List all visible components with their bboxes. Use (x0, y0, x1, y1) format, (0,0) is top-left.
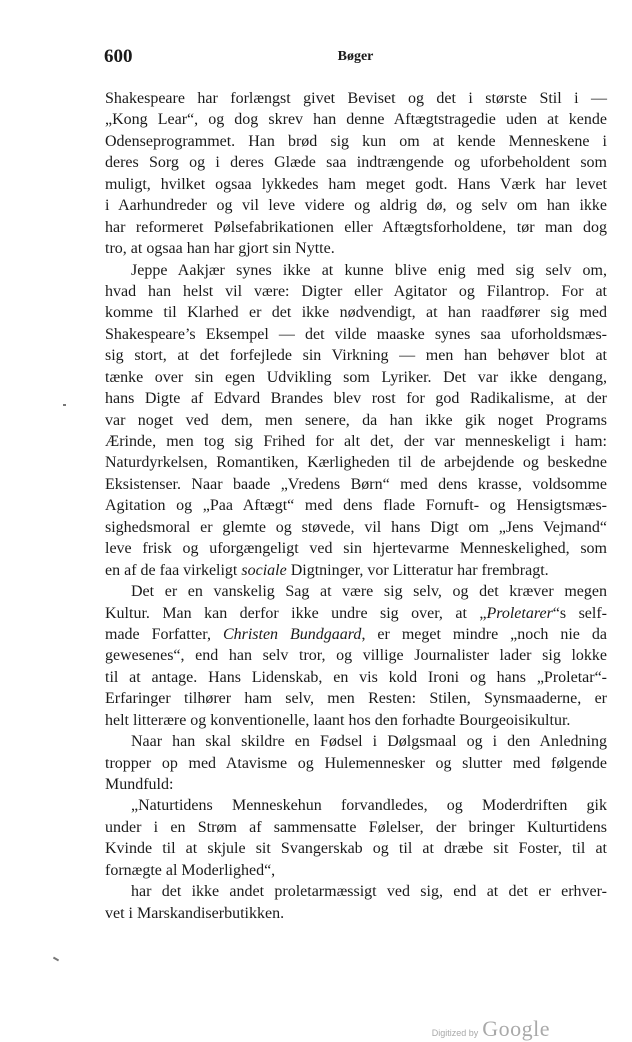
text-segment: Kvinde til at skjule sit Svangerskab og til at dræbe sit Foster, til at (105, 840, 607, 858)
text-line (105, 324, 607, 345)
text-line (105, 495, 607, 516)
text-line (105, 109, 607, 130)
text-segment: “s self- (552, 604, 607, 622)
text-line (105, 517, 607, 538)
text-line (105, 367, 607, 388)
text-segment: deres Sorg og i deres Glæde saa indtrængende og uforbeholdent som (105, 154, 607, 172)
text-segment: Shakespeare’s Eksempel — det vilde maaske synes saa uforholdsmæs- (105, 325, 607, 343)
text-line (105, 603, 607, 624)
text-segment: var noget ved dem, men senere, da han ikke gik noget Programs (105, 411, 607, 429)
digitized-by-label: Digitized by (431, 1028, 479, 1038)
text-segment: sighedsmoral er glemte og støvede, vil hans Digt om „Jens Vejmand“ (105, 518, 607, 536)
google-logo: Google (482, 1016, 550, 1041)
text-segment: til at antage. Hans Lidenskab, en vis kold Ironi og hans „Proletar“- (105, 668, 607, 686)
text-line (105, 152, 607, 173)
text-segment: fornægte al Moderlighed“, (105, 861, 276, 879)
text-line (105, 881, 607, 902)
text-line (105, 538, 607, 559)
text-line (105, 174, 607, 195)
text-segment: Eksistenser. Naar baade „Vredens Børn“ med dens krasse, voldsomme (105, 475, 607, 493)
text-segment: leve frisk og uforgængeligt ved sin hjertevarme Menneskelighed, som (105, 540, 607, 558)
text-segment: tænke over sin egen Udvikling som Lyriker. Det var ikke dengang, (105, 368, 607, 386)
page-number: 600 (104, 46, 133, 67)
text-segment: Digtninger, vor Litteratur har frembragt. (286, 561, 549, 579)
text-line (105, 903, 607, 924)
text-segment: made Forfatter, (105, 625, 223, 643)
text-line (105, 281, 607, 302)
text-segment: Det er en vanskelig Sag at være sig selv, og det kræver megen (131, 583, 607, 601)
text-segment: gewesenes“, end han selv tror, og villige Journalister lader sig lokke (105, 647, 607, 665)
text-line (105, 388, 607, 409)
text-line (105, 131, 607, 152)
italic-text: Proletarer (486, 604, 553, 622)
text-segment: hans Digte af Edvard Brandes blev rost for god Radikalisme, at der (105, 390, 607, 408)
italic-text: Christen Bundgaard (222, 625, 362, 643)
text-segment: hvad han helst vil være: Digter eller Agitator og Filantrop. For at (105, 282, 607, 300)
text-line (105, 260, 607, 281)
text-segment: tropper op med Atavisme og Hulemennesker og slutter med følgende (105, 754, 607, 772)
running-head: Bøger (337, 49, 374, 64)
text-segment: Jeppe Aakjær synes ikke at kunne blive enig med sig selv om, (131, 261, 607, 279)
text-line (105, 731, 607, 752)
text-line (105, 88, 607, 109)
text-segment: „Naturtidens Menneskehun forvandledes, og Moderdriften gik (131, 797, 607, 815)
text-line (105, 838, 607, 859)
text-line (105, 753, 607, 774)
text-line (105, 560, 607, 581)
text-segment: komme til Klarhed er det ikke nødvendigt, at han raadfører sig med (105, 304, 607, 322)
text-segment: i Aarhundreder og vil leve videre og aldrig dø, og selv om han ikke (105, 197, 607, 215)
text-segment: Shakespeare har forlængst givet Beviset og det i største Stil i — (105, 90, 607, 107)
text-line (105, 817, 607, 838)
text-segment: Mundfuld: (105, 776, 174, 793)
text-segment: Kultur. Man kan derfor ikke undre sig over, at „ (105, 604, 487, 622)
text-line (105, 345, 607, 366)
text-segment: Naar han skal skildre en Fødsel i Dølgsmaal og i den Anledning (131, 733, 607, 751)
text-segment: tro, at ogsaa han har gjort sin Nytte. (105, 240, 335, 258)
scan-speck (53, 957, 59, 962)
digitized-by-google-watermark (432, 1016, 550, 1042)
text-line (105, 302, 607, 323)
page-header (104, 46, 607, 70)
text-segment: Erfaringer tilhører ham selv, men Resten: Stilen, Synsmaaderne, er (105, 690, 607, 708)
text-line (105, 238, 607, 259)
text-segment: under i en Strøm af sammensatte Følelser, der bringer Kulturtidens (105, 818, 607, 836)
text-segment: Naturdyrkelsen, Romantiken, Kærligheden til de arbejdende og beskedne (105, 454, 607, 472)
text-segment: sig stort, at det forfejlede sin Virkning — men han behøver blot at (105, 347, 607, 365)
text-line (105, 195, 607, 216)
text-segment: Odenseprogrammet. Han brød sig kun om at kende Menneskene i (105, 132, 607, 150)
text-line (105, 217, 607, 238)
body-text (105, 88, 607, 924)
scan-speck (63, 404, 66, 406)
text-line (105, 645, 607, 666)
text-line (105, 431, 607, 452)
text-segment: har reformeret Pølsefabrikationen eller Aftægtsforholdene, tør man dog (105, 218, 607, 236)
text-line (105, 860, 607, 881)
text-line (105, 795, 607, 816)
text-segment: helt litterære og konventionelle, laant hos den forhadte Bourgeoisikultur. (105, 711, 571, 729)
text-line (105, 452, 607, 473)
text-segment: Agitation og „Paa Aftægt“ med dens flade Fornuft- og Hensigtsmæs- (105, 497, 607, 515)
text-line (105, 581, 607, 602)
text-segment: muligt, hvilket ogsaa lykkedes ham meget godt. Hans Værk har levet (105, 175, 607, 193)
text-line (105, 667, 607, 688)
text-segment: „Kong Lear“, og dog skrev han denne Aftægtstragedie uden at kende (105, 111, 607, 129)
text-line (105, 774, 607, 795)
text-line (105, 710, 607, 731)
text-line (105, 688, 607, 709)
text-segment: vet i Marskandiserbutikken. (105, 904, 285, 922)
text-line (105, 474, 607, 495)
text-line (105, 410, 607, 431)
text-segment: , er meget mindre „noch nie da (361, 625, 607, 643)
text-segment: har det ikke andet proletarmæssigt ved sig, end at det er erhver- (131, 883, 607, 901)
text-segment: Ærinde, men tog sig Frihed for alt det, der var menneskeligt i ham: (105, 433, 607, 450)
italic-text: sociale (241, 561, 287, 579)
text-line (105, 624, 607, 645)
text-segment: en af de faa virkeligt (105, 561, 242, 579)
